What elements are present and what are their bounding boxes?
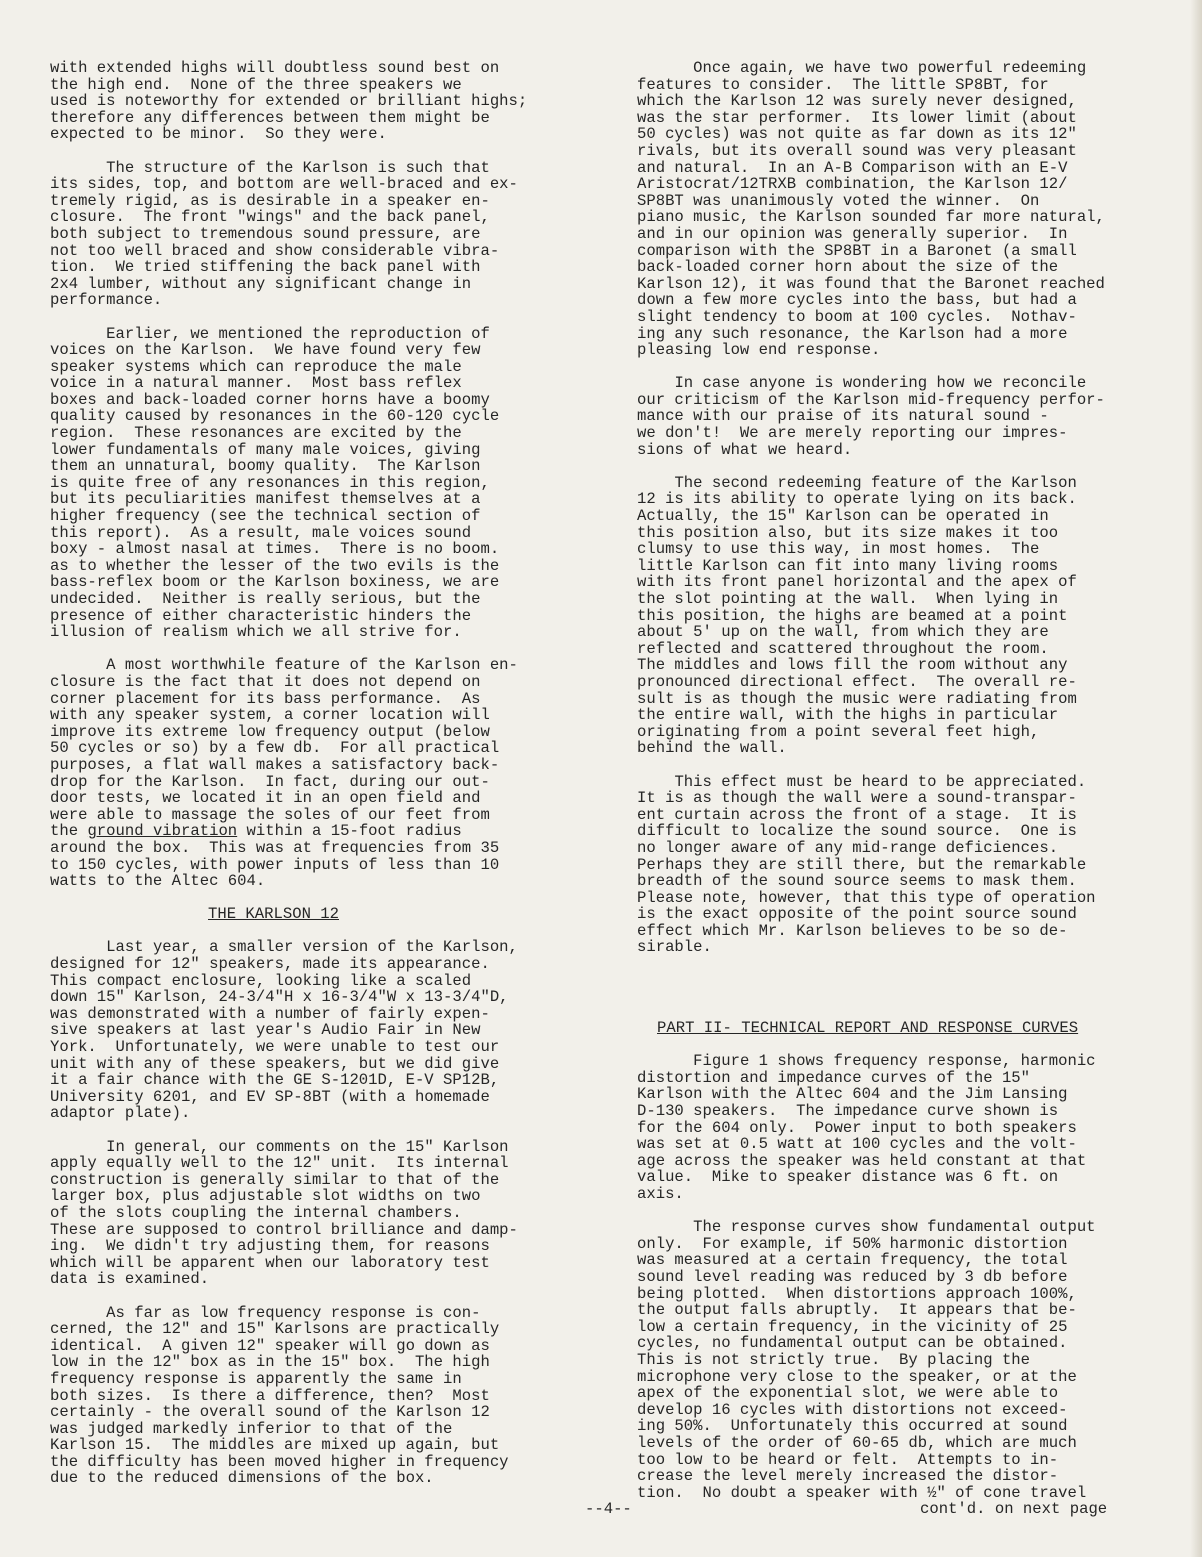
paragraph-extended-highs: with extended highs will doubtless sound best on the high end. None of the three speakers we used is noteworthy for extended or brilliant highs; therefore any differences between them might be expected to be minor. So they were.	[50, 59, 528, 144]
section-heading-part-2	[637, 1020, 1142, 1037]
paragraph-general-comments: In general, our comments on the 15" Karlson apply equally well to the 12" unit. Its internal construction is generally similar to that of the larger box, plus adjustable slot widths on two of the slots coupling the internal chambers. These are supposed to control brilliance and damp- ing. We didn't try adjusting them, for reasons which will be apparent when our laboratory test data is examined.	[50, 1137, 518, 1289]
paragraph-figure-1: Figure 1 shows frequency response, harmonic distortion and impedance curves of the 15" Karlson with the Altec 604 and the Jim Lansing D-130 speakers. The impedance curve shown is for the 604 only. Power input to both speakers was set at 0.5 watt at 100 cycles and the volt- age across the speaker was held constant at that value. Mike to speaker distance was 6 ft. on axis.	[637, 1052, 1096, 1203]
heading-karlson-12-text: THE KARLSON 12	[208, 905, 340, 924]
paragraph-structure: The structure of the Karlson is such that its sides, top, and bottom are well-braced and ex- tremely rigid, as is desirable in a speaker en- closure. The front "wings" and the back panel, both subject to tremendous sound pressure, are not too well braced and show considerable vibra- tion. We tried stiffening the back panel with 2x4 lumber, without any significant change in performance.	[50, 158, 518, 310]
paragraph-male-voices: Earlier, we mentioned the reproduction of voices on the Karlson. We have found very few speaker systems which can reproduce the male voice in a natural manner. Most bass reflex boxes and back-loaded corner horns have a boomy quality caused by resonances in the 60-120 cycle region. These resonances are excited by the lower fundamentals of many male voices, giving them an unnatural, boomy quality. The Karlson is quite free of any resonances in this region, but its peculiarities manifest themselves at a higher frequency (see the technical section of this report). As a result, male voices sound boxy - almost nasal at times. There is no boom. as to whether the lesser of the two evils is the bass-reflex boom or the Karlson boxiness, we are undecided. Neither is really serious, but the presence of either characteristic hinders the illusion of realism which we all strive for.	[50, 324, 500, 642]
continued-note: cont'd. on next page	[920, 1500, 1108, 1518]
paragraph-low-frequency: As far as low frequency response is con- cerned, the 12" and 15" Karlsons are practically identical. A given 12" speaker will go down as low in the 12" box as in the 15" box. The high frequency response is apparently the same in both sizes. Is there a difference, then? Most certainly - the overall sound of the Karlson 12 was judged markedly inferior to that of the Karlson 15. The middles are mixed up again, but the difficulty has been moved higher in frequency due to the reduced dimensions of the box.	[50, 1303, 509, 1488]
underlined-ground-vibration: ground vibration	[87, 822, 238, 841]
section-heading-karlson-12	[50, 906, 555, 923]
left-column	[50, 60, 555, 1504]
corner-placement-text-a: A most worthwhile feature of the Karlson en- closure is the fact that it does not depend on corner placement for its bass performance. As with any speaker system, a corner location will improve its extreme low frequency output (below 50 cycles or so) by a few db. For all practical purposes, a flat wall makes a satisfactory back- drop for the Karlson. In fact, during our out- door tests, we located it in an open field and were able to massage the soles of our feet from the	[50, 656, 518, 841]
paragraph-corner-placement	[50, 657, 555, 889]
paragraph-lying-on-back: The second redeeming feature of the Karlson 12 is its ability to operate lying on its back. Actually, the 15" Karlson can be operated in this position also, but its size makes it too clumsy to use this way, in most homes. The little Karlson can fit into many living rooms with its front panel horizontal and the apex of the slot pointing at the wall. When lying in this position, the highs are beamed at a point about 5' up on the wall, from which they are reflected and scattered throughout the room. The middles and lows fill the room without any pronounced directional effect. The overall re- sult is as though the music were radiating from the entire wall, with the highs in particular originating from a point several feet high, behind the wall.	[637, 473, 1077, 758]
paragraph-reconcile: In case anyone is wondering how we reconcile our criticism of the Karlson mid-frequency perfor- mance with our praise of its natural sound - we don't! We are merely reporting our impres- sions of what we heard.	[637, 374, 1105, 459]
heading-part-2-text: PART II- TECHNICAL REPORT AND RESPONSE CURVES	[657, 1019, 1079, 1038]
right-column	[637, 60, 1142, 1518]
page-number: --4--	[585, 1500, 632, 1518]
paragraph-redeeming-features: Once again, we have two powerful redeeming features to consider. The little SP8BT, for which the Karlson 12 was surely never designed, was the star performer. Its lower limit (about 50 cycles) was not quite as far down as its 12" rivals, but its overall sound was very pleasant and natural. In an A-B Comparison with an E-V Aristocrat/12TRXB combination, the Karlson 12/ SP8BT was unanimously voted the winner. On piano music, the Karlson sounded far more natural, and in our opinion was generally superior. In comparison with the SP8BT in a Baronet (a small back-loaded corner horn about the size of the Karlson 12), it was found that the Baronet reached down a few more cycles into the bass, but had a slight tendency to boom at 100 cycles. Nothav- ing any such resonance, the Karlson had a more pleasing low end response.	[637, 59, 1105, 360]
corner-placement-text-b: within a 15-foot radius around the box. This was at frequencies from 35 to 150 cycles, with power inputs of less than 10 watts to the Altec 604.	[50, 822, 500, 891]
paragraph-effect: This effect must be heard to be appreciated. It is as though the wall were a sound-transpar- ent curtain across the front of a stage. It is difficult to localize the sound source. One is no longer aware of any mid-range deficiences. Perhaps they are still there, but the remarkable breadth of the sound source seems to mask them. Please note, however, that this type of operation is the exact opposite of the point source sound effect which Mr. Karlson believes to be so de- sirable.	[637, 772, 1096, 957]
paragraph-response-curves: The response curves show fundamental output only. For example, if 50% harmonic distortion was measured at a certain frequency, the total sound level reading was reduced by 3 db before being plotted. When distortions approach 100%, the output falls abruptly. It appears that be- low a certain frequency, in the vicinity of 25 cycles, no fundamental output can be obtained. This is not strictly true. By placing the microphone very close to the speaker, or at the apex of the exponential slot, we were able to develop 16 cycles with distortions not exceed- ing 50%. Unfortunately this occurred at sound levels of the order of 60-65 db, which are much too low to be heard or felt. Attempts to in- crease the level merely increased the distor- tion. No doubt a speaker with ½" of cone travel	[637, 1218, 1096, 1502]
page-edge-shadow	[1190, 0, 1202, 1557]
paragraph-smaller-version: Last year, a smaller version of the Karlson, designed for 12" speakers, made its appearance. This compact enclosure, looking like a scaled down 15" Karlson, 24-3/4"H x 16-3/4"W x 13-3/4"D, was demonstrated with a number of fairly expen- sive speakers at last year's Audio Fair in New York. Unfortunately, we were unable to test our unit with any of these speakers, but we did give it a fair chance with the GE S-1201D, E-V SP12B, University 6201, and EV SP-8BT (with a homemade adaptor plate).	[50, 938, 518, 1123]
